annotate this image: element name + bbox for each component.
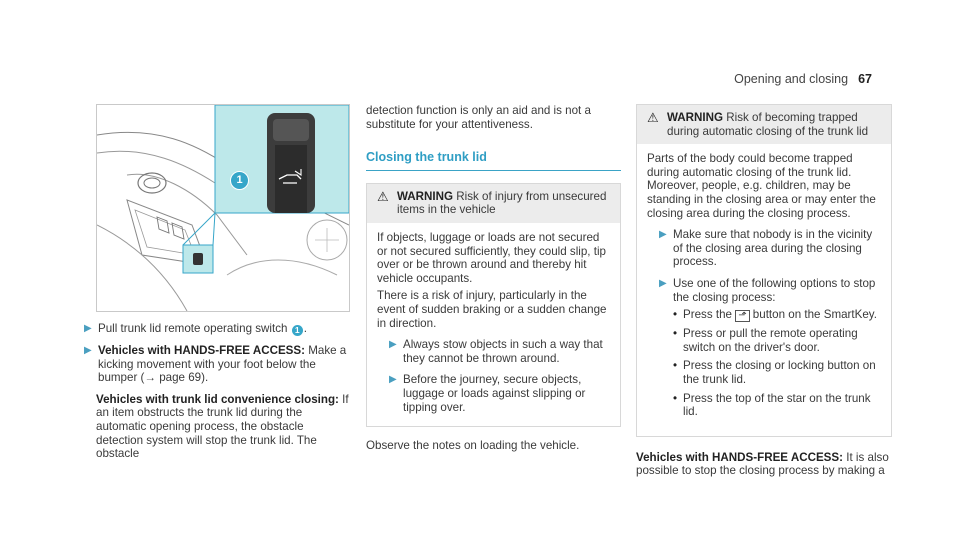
- callout-1: 1: [230, 171, 249, 190]
- middle-column: [366, 104, 621, 453]
- instruction-step: [84, 322, 352, 336]
- page-number: 67: [858, 72, 872, 86]
- left-column: [84, 319, 352, 461]
- condition-label: Vehicles with HANDS-FREE ACCESS:: [98, 344, 306, 357]
- step-text: Make sure that nobody is in the vicinity of the closing area during the closing process.: [673, 228, 873, 269]
- header-title: Opening and closing: [734, 72, 849, 86]
- warning-body: [367, 223, 620, 426]
- warning-header: [367, 184, 620, 223]
- list-item: • Press the top of the star on the trunk lid.: [673, 392, 881, 419]
- step-text: Always stow objects in such a way that they cannot be thrown around.: [403, 338, 603, 365]
- warning-box: [636, 104, 892, 437]
- warning-box: [366, 183, 621, 427]
- instruction-step: [84, 344, 352, 385]
- paragraph-text: If an item obstructs the trunk lid during the automatic opening process, the obstacle detection system will stop the trunk lid. The obstacle: [96, 392, 349, 461]
- list-item: • Press or pull the remote operating switch on the driver's door.: [673, 327, 881, 354]
- condition-label: Vehicles with HANDS-FREE ACCESS:: [636, 450, 844, 464]
- instruction-step: [389, 338, 610, 365]
- play-arrow-icon: ▶: [84, 323, 92, 334]
- play-arrow-icon: ▶: [659, 229, 667, 241]
- warning-headline: Risk of injury from unsecured items in the vehicle: [397, 189, 607, 217]
- warning-paragraph: Parts of the body could become trapped during automatic closing of the trunk lid. Moreover, people, e.g. children, may be standing in the closing area or may enter the closing area during the closing process.: [647, 152, 876, 220]
- step-text: Make a kicking movement with your foot below the bumper (→ page 69).: [98, 344, 347, 385]
- condition-label: Vehicles with trunk lid convenience closing:: [96, 392, 339, 406]
- paragraph-text: It is also possible to stop the closing process by making a: [636, 450, 889, 478]
- callout-badge: 1: [292, 325, 303, 336]
- warning-label: WARNING: [397, 189, 454, 203]
- warning-label: WARNING: [667, 111, 724, 124]
- stop-options-list: [673, 308, 881, 419]
- convenience-closing-paragraph: [96, 393, 352, 461]
- step-text: Use one of the following options to stop the closing process:: [673, 276, 876, 304]
- warning-paragraph: If objects, luggage or loads are not secured or not secured sufficiently, they could slip, tip over or be thrown around and thereby hit vehicle occupants.: [377, 230, 606, 285]
- warning-headline: Risk of becoming trapped during automatic closing of the trunk lid: [667, 111, 869, 138]
- continued-paragraph: detection function is only an aid and is not a substitute for your attentiveness.: [366, 104, 591, 131]
- warning-header: [637, 105, 891, 144]
- play-arrow-icon: ▶: [389, 374, 397, 386]
- bullet-text: Press the: [683, 308, 732, 322]
- bullet-text: button on the SmartKey.: [749, 308, 877, 322]
- list-item: • Press the closing or locking button on the trunk lid.: [673, 359, 881, 386]
- list-item: [673, 308, 881, 322]
- instruction-step: [659, 277, 881, 424]
- play-arrow-icon: ▶: [84, 345, 92, 356]
- instruction-step: [389, 373, 610, 414]
- door-panel-illustration: [96, 104, 350, 312]
- observe-note: Observe the notes on loading the vehicle.: [366, 439, 580, 453]
- play-arrow-icon: ▶: [389, 339, 397, 351]
- right-column: [636, 104, 892, 478]
- section-title: Closing the trunk lid: [366, 151, 621, 171]
- step-text: Before the journey, secure objects, luggage or loads against slipping or tipping over.: [403, 373, 586, 414]
- step-text: Pull trunk lid remote operating switch: [98, 322, 288, 335]
- page-header: [734, 72, 872, 86]
- step-text-end: .: [303, 322, 307, 335]
- trunk-key-icon: ⬏: [735, 310, 749, 322]
- warning-paragraph: There is a risk of injury, particularly in the event of sudden braking or a sudden change in direction.: [377, 289, 607, 330]
- warning-body: [637, 144, 891, 436]
- play-arrow-icon: ▶: [659, 277, 667, 289]
- warning-triangle-icon: ⚠: [647, 110, 659, 125]
- warning-triangle-icon: ⚠: [377, 188, 389, 204]
- hands-free-paragraph: [636, 451, 892, 478]
- instruction-step: [659, 228, 881, 269]
